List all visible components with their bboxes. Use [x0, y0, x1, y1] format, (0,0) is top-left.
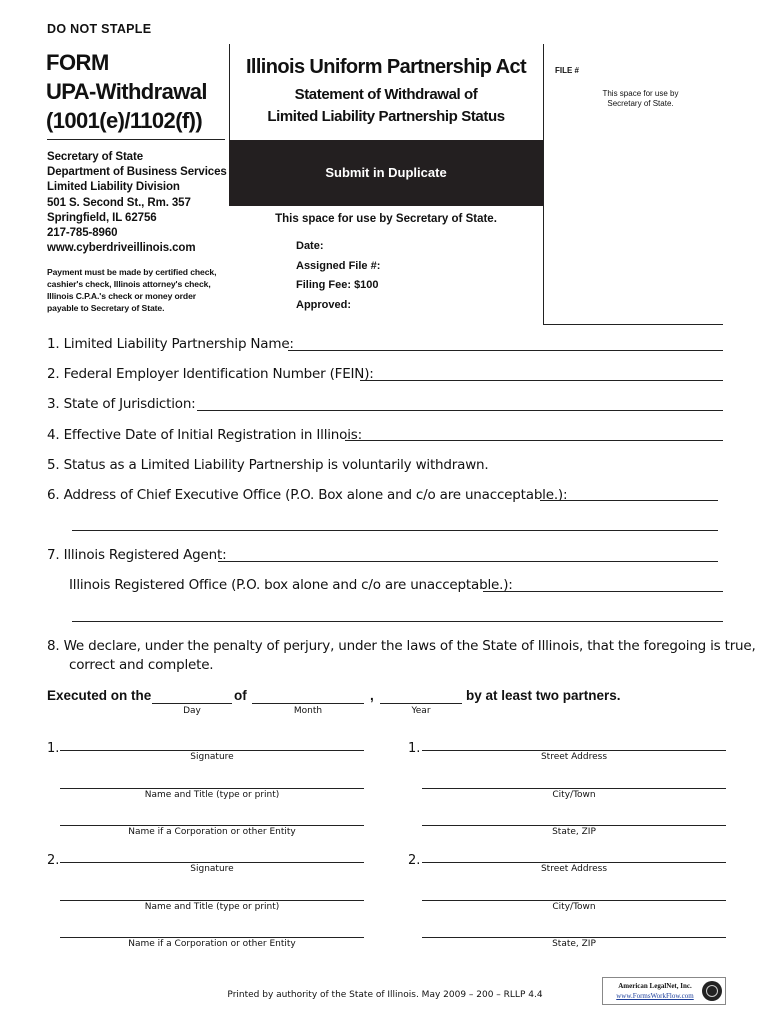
fein-field[interactable] [360, 380, 723, 381]
executed-of-label: of [234, 688, 247, 703]
item-8-line1: 8. We declare, under the penalty of perjury, under the laws of the State of Illinois, that the foregoing is true, [47, 638, 756, 654]
signer-2-entity-field[interactable] [60, 937, 364, 938]
signer-1-signature-field[interactable] [60, 750, 364, 751]
item-4-label: 4. Effective Date of Initial Registration in Illinois: [47, 427, 362, 443]
act-title: Illinois Uniform Partnership Act [245, 56, 527, 78]
signer-2-street-field[interactable] [422, 862, 726, 863]
signer-2-street-caption: Street Address [540, 864, 608, 874]
chief-office-address-field-1[interactable] [540, 500, 718, 501]
item-1-label: 1. Limited Liability Partnership Name: [47, 336, 294, 352]
signer-2-entity-caption: Name if a Corporation or other Entity [128, 939, 296, 949]
registered-agent-field[interactable] [218, 561, 718, 562]
do-not-staple-label: DO NOT STAPLE [47, 22, 152, 36]
publisher-name: American LegalNet, Inc. [618, 982, 692, 990]
item-6-label: 6. Address of Chief Executive Office (P.O. Box alone and c/o are unacceptable.): [47, 487, 568, 503]
signer-2-city-caption: City/Town [552, 902, 596, 912]
filing-fee-label: Filing Fee: $100 [296, 279, 379, 291]
partnership-name-field[interactable] [288, 350, 723, 351]
signer-1-street-caption: Street Address [540, 752, 608, 762]
form-section-reference: (1001(e)/1102(f)) [46, 108, 203, 133]
item-8-line2: correct and complete. [69, 657, 214, 673]
executed-suffix: by at least two partners. [466, 688, 621, 703]
submit-in-duplicate-label: Submit in Duplicate [325, 165, 447, 180]
state-of-jurisdiction-field[interactable] [197, 410, 723, 411]
item-5-statement: 5. Status as a Limited Liability Partnership is voluntarily withdrawn. [47, 457, 489, 473]
signer-1-entity-caption: Name if a Corporation or other Entity [128, 827, 296, 837]
executed-year-field[interactable] [380, 703, 462, 704]
payment-instructions: Payment must be made by certified check, cashier's check, Illinois attorney's check, Illinois C.P.A.'s check or money order payable to Secretary of State. [47, 267, 217, 313]
registered-office-label: Illinois Registered Office (P.O. box alone and c/o are unacceptable.): [69, 577, 513, 593]
signer-1-city-field[interactable] [422, 788, 726, 789]
header-rule [47, 139, 225, 140]
form-label: FORM [46, 50, 109, 75]
signer-2-state-zip-field[interactable] [422, 937, 726, 938]
office-address-block: Secretary of State Department of Business Services Limited Liability Division 501 S. Second St., Rm. 357 Springfield, IL 62756 217-785-8960 www.cyberdriveillinois.com [47, 151, 227, 255]
day-caption: Day [183, 706, 201, 716]
signer-2-signature-caption: Signature [190, 864, 234, 874]
effective-date-field[interactable] [345, 440, 723, 441]
item-3-label: 3. State of Jurisdiction: [47, 396, 196, 412]
publisher-box [602, 977, 726, 1005]
item-7-label: 7. Illinois Registered Agent: [47, 547, 227, 563]
registered-office-field-2[interactable] [72, 621, 723, 622]
executed-comma: , [370, 688, 374, 703]
publisher-globe-icon [702, 981, 722, 1001]
date-label: Date: [296, 240, 324, 252]
assigned-file-label: Assigned File #: [296, 260, 381, 272]
submit-box [229, 140, 543, 206]
item-2-label: 2. Federal Employer Identification Number (FEIN): [47, 366, 374, 382]
file-number-label: FILE # [555, 66, 580, 75]
file-box-divider [543, 44, 544, 324]
form-subtitle-line1: Statement of Withdrawal of [294, 86, 478, 103]
file-space-note: This space for use by Secretary of State. [602, 89, 679, 108]
signer-1-name-title-field[interactable] [60, 788, 364, 789]
file-box-bottom-rule [543, 324, 723, 325]
chief-office-address-field-2[interactable] [72, 530, 718, 531]
signer-2-name-title-caption: Name and Title (type or print) [144, 902, 280, 912]
signer-1-name-title-caption: Name and Title (type or print) [144, 790, 280, 800]
signer-1-number: 1. [47, 741, 60, 756]
signer-2-number: 2. [47, 853, 60, 868]
executed-day-field[interactable] [152, 703, 232, 704]
signer-1-signature-caption: Signature [190, 752, 234, 762]
printed-by-footer: Printed by authority of the State of Illinois. May 2009 – 200 – RLLP 4.4 [227, 990, 543, 1000]
publisher-url: www.FormsWorkFlow.com [616, 992, 694, 1000]
year-caption: Year [411, 706, 431, 716]
approved-label: Approved: [296, 299, 351, 311]
signer-1-entity-field[interactable] [60, 825, 364, 826]
form-code: UPA-Withdrawal [46, 79, 207, 104]
signer-1-address-number: 1. [408, 741, 421, 756]
filing-fee-value: $100 [354, 279, 379, 291]
signer-1-city-caption: City/Town [552, 790, 596, 800]
signer-2-name-title-field[interactable] [60, 900, 364, 901]
registered-office-field-1[interactable] [483, 591, 723, 592]
executed-on-label: Executed on the [47, 688, 152, 703]
month-caption: Month [293, 706, 323, 716]
executed-month-field[interactable] [252, 703, 364, 704]
signer-1-state-zip-field[interactable] [422, 825, 726, 826]
form-subtitle-line2: Limited Liability Partnership Status [267, 108, 505, 125]
signer-1-street-field[interactable] [422, 750, 726, 751]
sos-space-heading: This space for use by Secretary of State. [275, 213, 497, 225]
signer-2-city-field[interactable] [422, 900, 726, 901]
signer-2-signature-field[interactable] [60, 862, 364, 863]
signer-1-state-zip-caption: State, ZIP [552, 827, 596, 837]
signer-2-state-zip-caption: State, ZIP [552, 939, 596, 949]
signer-2-address-number: 2. [408, 853, 421, 868]
